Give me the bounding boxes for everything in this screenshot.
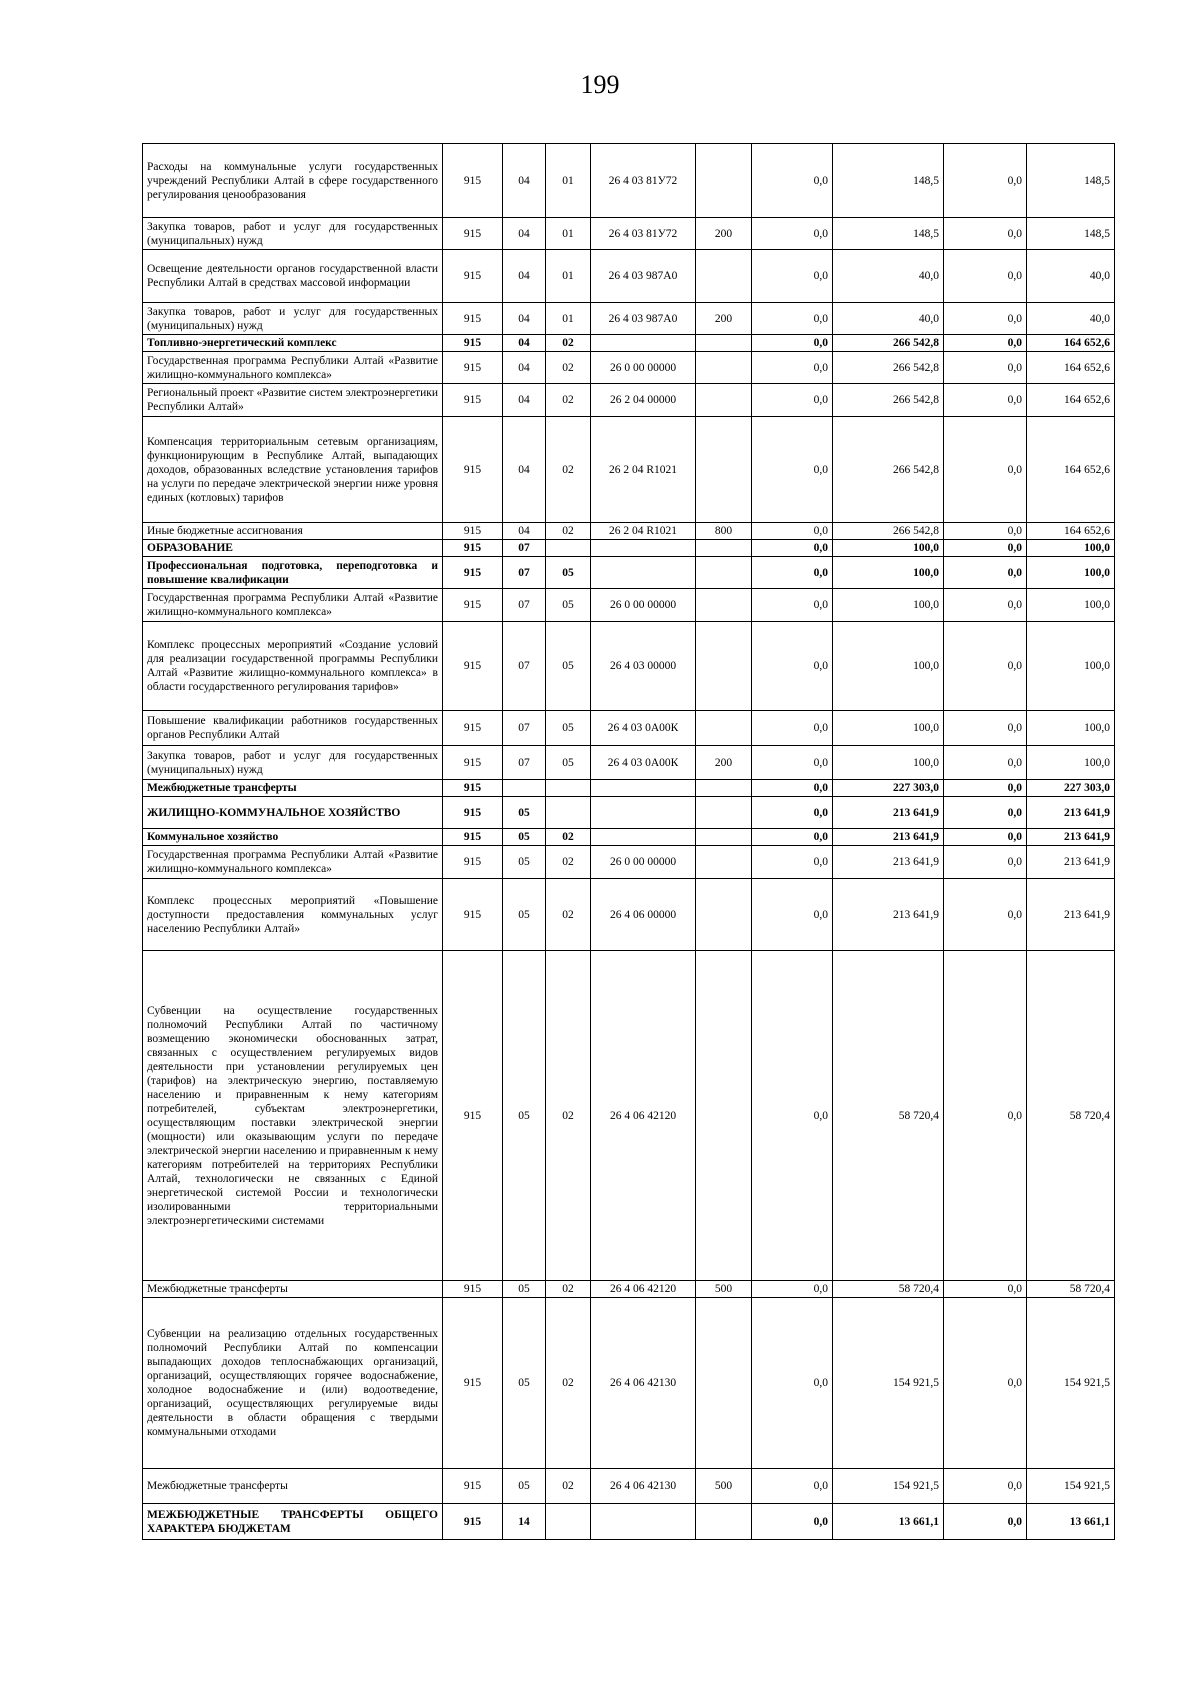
expense-type-cell: 200 — [696, 218, 752, 250]
expense-type-cell — [696, 846, 752, 879]
amount-1-cell: 0,0 — [752, 1298, 833, 1469]
section-cell: 04 — [503, 417, 546, 523]
amount-4-cell: 164 652,6 — [1027, 352, 1115, 384]
amount-2-cell: 148,5 — [833, 218, 944, 250]
subsection-cell — [546, 780, 591, 797]
row-name-cell: Комплекс процессных мероприятий «Создание условий для реализации государственной программы Республики Алтай «Развитие жилищно-коммунального комплекса» в области государственного регулирования тарифов» — [143, 622, 443, 711]
amount-1-cell: 0,0 — [752, 1469, 833, 1504]
target-article-cell: 26 0 00 00000 — [591, 846, 696, 879]
target-article-cell: 26 4 06 42120 — [591, 1281, 696, 1298]
subsection-cell: 02 — [546, 1298, 591, 1469]
table-row — [143, 746, 1115, 780]
table-row — [143, 1281, 1115, 1298]
amount-3-cell: 0,0 — [944, 384, 1027, 417]
grbs-cell: 915 — [443, 417, 503, 523]
section-cell: 04 — [503, 303, 546, 335]
amount-3-cell: 0,0 — [944, 1298, 1027, 1469]
amount-3-cell: 0,0 — [944, 557, 1027, 589]
target-article-cell: 26 4 03 0А00К — [591, 746, 696, 780]
amount-1-cell: 0,0 — [752, 335, 833, 352]
amount-3-cell: 0,0 — [944, 523, 1027, 540]
table-row — [143, 879, 1115, 951]
section-cell: 04 — [503, 352, 546, 384]
section-cell: 04 — [503, 218, 546, 250]
target-article-cell: 26 4 03 987А0 — [591, 250, 696, 303]
grbs-cell: 915 — [443, 303, 503, 335]
row-name-cell: Профессиональная подготовка, переподготовка и повышение квалификации — [143, 557, 443, 589]
amount-4-cell: 154 921,5 — [1027, 1298, 1115, 1469]
subsection-cell — [546, 540, 591, 557]
table-row — [143, 780, 1115, 797]
amount-2-cell: 266 542,8 — [833, 523, 944, 540]
amount-3-cell: 0,0 — [944, 746, 1027, 780]
amount-2-cell: 58 720,4 — [833, 951, 944, 1281]
amount-3-cell: 0,0 — [944, 711, 1027, 746]
section-cell: 07 — [503, 746, 546, 780]
amount-1-cell: 0,0 — [752, 557, 833, 589]
table-row — [143, 250, 1115, 303]
target-article-cell — [591, 1504, 696, 1540]
subsection-cell: 01 — [546, 144, 591, 218]
target-article-cell: 26 2 04 R1021 — [591, 417, 696, 523]
subsection-cell: 02 — [546, 335, 591, 352]
expense-type-cell — [696, 1298, 752, 1469]
budget-table — [142, 143, 1115, 1540]
expense-type-cell — [696, 711, 752, 746]
expense-type-cell: 500 — [696, 1469, 752, 1504]
amount-3-cell: 0,0 — [944, 352, 1027, 384]
amount-3-cell: 0,0 — [944, 417, 1027, 523]
amount-3-cell: 0,0 — [944, 218, 1027, 250]
grbs-cell: 915 — [443, 846, 503, 879]
amount-4-cell: 100,0 — [1027, 746, 1115, 780]
amount-1-cell: 0,0 — [752, 797, 833, 829]
page-number: 199 — [580, 70, 620, 99]
amount-1-cell: 0,0 — [752, 303, 833, 335]
row-name-cell: Комплекс процессных мероприятий «Повышение доступности предоставления коммунальных услуг населению Республики Алтай» — [143, 879, 443, 951]
amount-4-cell: 100,0 — [1027, 711, 1115, 746]
amount-1-cell: 0,0 — [752, 218, 833, 250]
grbs-cell: 915 — [443, 711, 503, 746]
table-row — [143, 829, 1115, 846]
target-article-cell: 26 2 04 00000 — [591, 384, 696, 417]
table-row — [143, 846, 1115, 879]
expense-type-cell — [696, 951, 752, 1281]
subsection-cell: 02 — [546, 846, 591, 879]
amount-1-cell: 0,0 — [752, 144, 833, 218]
amount-2-cell: 100,0 — [833, 746, 944, 780]
subsection-cell: 02 — [546, 352, 591, 384]
table-body — [143, 144, 1115, 1540]
amount-3-cell: 0,0 — [944, 335, 1027, 352]
section-cell: 05 — [503, 797, 546, 829]
amount-1-cell: 0,0 — [752, 384, 833, 417]
grbs-cell: 915 — [443, 144, 503, 218]
row-name-cell: Компенсация территориальным сетевым организациям, функционирующим в Республике Алтай, выпадающих доходов, образованных вследствие установления тарифов на услуги по передаче электрической энергии ниже уровня единых (котловых) тарифов — [143, 417, 443, 523]
amount-2-cell: 213 641,9 — [833, 879, 944, 951]
grbs-cell: 915 — [443, 746, 503, 780]
table-row — [143, 352, 1115, 384]
section-cell: 05 — [503, 1469, 546, 1504]
target-article-cell: 26 0 00 00000 — [591, 352, 696, 384]
table-row — [143, 711, 1115, 746]
subsection-cell: 02 — [546, 384, 591, 417]
row-name-cell: Субвенции на реализацию отдельных государственных полномочий Республики Алтай по компенсации выпадающих доходов теплоснабжающих организаций, организаций, осуществляющих горячее водоснабжение, холодное водоснабжение и (или) водоотведение, организаций, осуществляющих регулируемые виды деятельности в области обращения с твердыми коммунальными отходами — [143, 1298, 443, 1469]
amount-1-cell: 0,0 — [752, 523, 833, 540]
expense-type-cell — [696, 622, 752, 711]
target-article-cell: 26 4 06 42130 — [591, 1298, 696, 1469]
section-cell: 07 — [503, 557, 546, 589]
section-cell: 05 — [503, 829, 546, 846]
section-cell: 14 — [503, 1504, 546, 1540]
expense-type-cell — [696, 879, 752, 951]
expense-type-cell: 200 — [696, 303, 752, 335]
section-cell: 04 — [503, 250, 546, 303]
expense-type-cell — [696, 384, 752, 417]
expense-type-cell: 500 — [696, 1281, 752, 1298]
target-article-cell — [591, 557, 696, 589]
amount-3-cell: 0,0 — [944, 829, 1027, 846]
subsection-cell — [546, 1504, 591, 1540]
table-row — [143, 557, 1115, 589]
grbs-cell: 915 — [443, 780, 503, 797]
row-name-cell: Повышение квалификации работников государственных органов Республики Алтай — [143, 711, 443, 746]
amount-2-cell: 154 921,5 — [833, 1469, 944, 1504]
row-name-cell: Межбюджетные трансферты — [143, 1469, 443, 1504]
amount-2-cell: 100,0 — [833, 540, 944, 557]
amount-1-cell: 0,0 — [752, 250, 833, 303]
amount-1-cell: 0,0 — [752, 951, 833, 1281]
amount-2-cell: 213 641,9 — [833, 797, 944, 829]
grbs-cell: 915 — [443, 829, 503, 846]
amount-2-cell: 40,0 — [833, 303, 944, 335]
target-article-cell — [591, 780, 696, 797]
subsection-cell: 02 — [546, 417, 591, 523]
subsection-cell: 05 — [546, 711, 591, 746]
target-article-cell — [591, 335, 696, 352]
amount-3-cell: 0,0 — [944, 780, 1027, 797]
target-article-cell: 26 4 06 00000 — [591, 879, 696, 951]
target-article-cell: 26 4 03 00000 — [591, 622, 696, 711]
amount-1-cell: 0,0 — [752, 746, 833, 780]
amount-4-cell: 213 641,9 — [1027, 846, 1115, 879]
expense-type-cell — [696, 589, 752, 622]
amount-1-cell: 0,0 — [752, 846, 833, 879]
expense-type-cell — [696, 417, 752, 523]
amount-3-cell: 0,0 — [944, 1469, 1027, 1504]
amount-1-cell: 0,0 — [752, 1504, 833, 1540]
amount-4-cell: 100,0 — [1027, 557, 1115, 589]
expense-type-cell — [696, 335, 752, 352]
section-cell: 07 — [503, 622, 546, 711]
subsection-cell: 01 — [546, 303, 591, 335]
amount-2-cell: 266 542,8 — [833, 352, 944, 384]
grbs-cell: 915 — [443, 797, 503, 829]
expense-type-cell — [696, 250, 752, 303]
expense-type-cell — [696, 540, 752, 557]
section-cell: 07 — [503, 711, 546, 746]
section-cell: 05 — [503, 1298, 546, 1469]
table-row — [143, 417, 1115, 523]
amount-1-cell: 0,0 — [752, 622, 833, 711]
grbs-cell: 915 — [443, 218, 503, 250]
grbs-cell: 915 — [443, 1504, 503, 1540]
amount-2-cell: 227 303,0 — [833, 780, 944, 797]
target-article-cell: 26 4 03 987А0 — [591, 303, 696, 335]
table-row — [143, 951, 1115, 1281]
grbs-cell: 915 — [443, 540, 503, 557]
amount-2-cell: 100,0 — [833, 622, 944, 711]
subsection-cell: 05 — [546, 589, 591, 622]
section-cell: 05 — [503, 1281, 546, 1298]
expense-type-cell — [696, 144, 752, 218]
amount-2-cell: 213 641,9 — [833, 829, 944, 846]
grbs-cell: 915 — [443, 335, 503, 352]
amount-4-cell: 227 303,0 — [1027, 780, 1115, 797]
subsection-cell: 02 — [546, 523, 591, 540]
amount-4-cell: 100,0 — [1027, 622, 1115, 711]
section-cell: 07 — [503, 589, 546, 622]
row-name-cell: Государственная программа Республики Алтай «Развитие жилищно-коммунального комплекса» — [143, 352, 443, 384]
amount-2-cell: 40,0 — [833, 250, 944, 303]
amount-3-cell: 0,0 — [944, 250, 1027, 303]
target-article-cell: 26 4 06 42130 — [591, 1469, 696, 1504]
amount-3-cell: 0,0 — [944, 879, 1027, 951]
amount-3-cell: 0,0 — [944, 540, 1027, 557]
amount-3-cell: 0,0 — [944, 797, 1027, 829]
expense-type-cell — [696, 1504, 752, 1540]
subsection-cell: 02 — [546, 829, 591, 846]
target-article-cell — [591, 797, 696, 829]
target-article-cell: 26 4 03 0А00К — [591, 711, 696, 746]
amount-4-cell: 164 652,6 — [1027, 523, 1115, 540]
table-row — [143, 144, 1115, 218]
amount-2-cell: 266 542,8 — [833, 384, 944, 417]
section-cell — [503, 780, 546, 797]
target-article-cell: 26 2 04 R1021 — [591, 523, 696, 540]
row-name-cell: Региональный проект «Развитие систем электроэнергетики Республики Алтай» — [143, 384, 443, 417]
table-row — [143, 589, 1115, 622]
table-row — [143, 218, 1115, 250]
grbs-cell: 915 — [443, 1281, 503, 1298]
row-name-cell: Закупка товаров, работ и услуг для государственных (муниципальных) нужд — [143, 746, 443, 780]
row-name-cell: Топливно-энергетический комплекс — [143, 335, 443, 352]
table-row — [143, 540, 1115, 557]
amount-3-cell: 0,0 — [944, 1281, 1027, 1298]
subsection-cell: 05 — [546, 557, 591, 589]
amount-2-cell: 100,0 — [833, 711, 944, 746]
amount-2-cell: 13 661,1 — [833, 1504, 944, 1540]
amount-2-cell: 266 542,8 — [833, 335, 944, 352]
grbs-cell: 915 — [443, 589, 503, 622]
amount-2-cell: 154 921,5 — [833, 1298, 944, 1469]
section-cell: 05 — [503, 846, 546, 879]
grbs-cell: 915 — [443, 1298, 503, 1469]
amount-3-cell: 0,0 — [944, 622, 1027, 711]
amount-3-cell: 0,0 — [944, 144, 1027, 218]
amount-3-cell: 0,0 — [944, 951, 1027, 1281]
row-name-cell: Субвенции на осуществление государственных полномочий Республики Алтай по частичному возмещению экономически обоснованных затрат, связанных с осуществлением регулируемых видов деятельности при установлении регулируемых цен (тарифов) на электрическую энергию, поставляемую населению и приравненным к нему категориям потребителей, субъектам электроэнергетики, осуществляющим поставки электрической энергии (мощности) или оказывающим услуги по передаче электрической энергии населению и приравненным к нему категориям потребителей на территориях Республики Алтай, технологически не связанных с Единой энергетической системой России и технологически изолированными территориальными электроэнергетическими системами — [143, 951, 443, 1281]
expense-type-cell — [696, 352, 752, 384]
target-article-cell: 26 4 03 81У72 — [591, 144, 696, 218]
amount-1-cell: 0,0 — [752, 352, 833, 384]
grbs-cell: 915 — [443, 951, 503, 1281]
grbs-cell: 915 — [443, 352, 503, 384]
amount-4-cell: 58 720,4 — [1027, 1281, 1115, 1298]
expense-type-cell — [696, 780, 752, 797]
grbs-cell: 915 — [443, 1469, 503, 1504]
expense-type-cell — [696, 557, 752, 589]
amount-1-cell: 0,0 — [752, 711, 833, 746]
amount-4-cell: 40,0 — [1027, 303, 1115, 335]
target-article-cell: 26 4 03 81У72 — [591, 218, 696, 250]
amount-2-cell: 100,0 — [833, 589, 944, 622]
amount-1-cell: 0,0 — [752, 417, 833, 523]
subsection-cell: 01 — [546, 218, 591, 250]
amount-1-cell: 0,0 — [752, 540, 833, 557]
table-row — [143, 797, 1115, 829]
amount-2-cell: 148,5 — [833, 144, 944, 218]
amount-3-cell: 0,0 — [944, 589, 1027, 622]
table-row — [143, 622, 1115, 711]
table-row — [143, 1504, 1115, 1540]
amount-3-cell: 0,0 — [944, 846, 1027, 879]
grbs-cell: 915 — [443, 622, 503, 711]
section-cell: 05 — [503, 951, 546, 1281]
amount-4-cell: 164 652,6 — [1027, 335, 1115, 352]
amount-1-cell: 0,0 — [752, 780, 833, 797]
amount-2-cell: 58 720,4 — [833, 1281, 944, 1298]
amount-4-cell: 40,0 — [1027, 250, 1115, 303]
amount-4-cell: 148,5 — [1027, 144, 1115, 218]
table-row — [143, 303, 1115, 335]
section-cell: 04 — [503, 144, 546, 218]
target-article-cell — [591, 829, 696, 846]
expense-type-cell: 200 — [696, 746, 752, 780]
row-name-cell: ОБРАЗОВАНИЕ — [143, 540, 443, 557]
subsection-cell: 02 — [546, 951, 591, 1281]
subsection-cell: 02 — [546, 1281, 591, 1298]
section-cell: 04 — [503, 523, 546, 540]
row-name-cell: Закупка товаров, работ и услуг для государственных (муниципальных) нужд — [143, 303, 443, 335]
subsection-cell — [546, 797, 591, 829]
amount-4-cell: 100,0 — [1027, 540, 1115, 557]
subsection-cell: 01 — [546, 250, 591, 303]
section-cell: 04 — [503, 335, 546, 352]
amount-3-cell: 0,0 — [944, 303, 1027, 335]
subsection-cell: 02 — [546, 1469, 591, 1504]
table-row — [143, 1298, 1115, 1469]
amount-4-cell: 148,5 — [1027, 218, 1115, 250]
amount-4-cell: 164 652,6 — [1027, 384, 1115, 417]
table-row — [143, 1469, 1115, 1504]
amount-4-cell: 13 661,1 — [1027, 1504, 1115, 1540]
table-row — [143, 335, 1115, 352]
amount-2-cell: 266 542,8 — [833, 417, 944, 523]
table-row — [143, 384, 1115, 417]
expense-type-cell — [696, 797, 752, 829]
amount-2-cell: 213 641,9 — [833, 846, 944, 879]
table-row — [143, 523, 1115, 540]
amount-4-cell: 100,0 — [1027, 589, 1115, 622]
amount-4-cell: 154 921,5 — [1027, 1469, 1115, 1504]
amount-1-cell: 0,0 — [752, 829, 833, 846]
row-name-cell: Иные бюджетные ассигнования — [143, 523, 443, 540]
amount-1-cell: 0,0 — [752, 1281, 833, 1298]
subsection-cell: 02 — [546, 879, 591, 951]
expense-type-cell: 800 — [696, 523, 752, 540]
target-article-cell — [591, 540, 696, 557]
section-cell: 04 — [503, 384, 546, 417]
grbs-cell: 915 — [443, 523, 503, 540]
expense-type-cell — [696, 829, 752, 846]
amount-4-cell: 164 652,6 — [1027, 417, 1115, 523]
amount-3-cell: 0,0 — [944, 1504, 1027, 1540]
row-name-cell: Освещение деятельности органов государственной власти Республики Алтай в средствах массовой информации — [143, 250, 443, 303]
grbs-cell: 915 — [443, 557, 503, 589]
grbs-cell: 915 — [443, 879, 503, 951]
amount-2-cell: 100,0 — [833, 557, 944, 589]
grbs-cell: 915 — [443, 250, 503, 303]
row-name-cell: Коммунальное хозяйство — [143, 829, 443, 846]
amount-4-cell: 58 720,4 — [1027, 951, 1115, 1281]
amount-4-cell: 213 641,9 — [1027, 797, 1115, 829]
row-name-cell: Межбюджетные трансферты — [143, 780, 443, 797]
row-name-cell: Государственная программа Республики Алтай «Развитие жилищно-коммунального комплекса» — [143, 846, 443, 879]
amount-4-cell: 213 641,9 — [1027, 879, 1115, 951]
target-article-cell: 26 4 06 42120 — [591, 951, 696, 1281]
amount-1-cell: 0,0 — [752, 879, 833, 951]
section-cell: 07 — [503, 540, 546, 557]
row-name-cell: Межбюджетные трансферты — [143, 1281, 443, 1298]
amount-1-cell: 0,0 — [752, 589, 833, 622]
section-cell: 05 — [503, 879, 546, 951]
row-name-cell: Закупка товаров, работ и услуг для государственных (муниципальных) нужд — [143, 218, 443, 250]
amount-4-cell: 213 641,9 — [1027, 829, 1115, 846]
grbs-cell: 915 — [443, 384, 503, 417]
subsection-cell: 05 — [546, 622, 591, 711]
row-name-cell: ЖИЛИЩНО-КОММУНАЛЬНОЕ ХОЗЯЙСТВО — [143, 797, 443, 829]
subsection-cell: 05 — [546, 746, 591, 780]
row-name-cell: Государственная программа Республики Алтай «Развитие жилищно-коммунального комплекса» — [143, 589, 443, 622]
target-article-cell: 26 0 00 00000 — [591, 589, 696, 622]
row-name-cell: Расходы на коммунальные услуги государственных учреждений Республики Алтай в сфере государственного регулирования ценообразования — [143, 144, 443, 218]
row-name-cell: МЕЖБЮДЖЕТНЫЕ ТРАНСФЕРТЫ ОБЩЕГО ХАРАКТЕРА БЮДЖЕТАМ — [143, 1504, 443, 1540]
